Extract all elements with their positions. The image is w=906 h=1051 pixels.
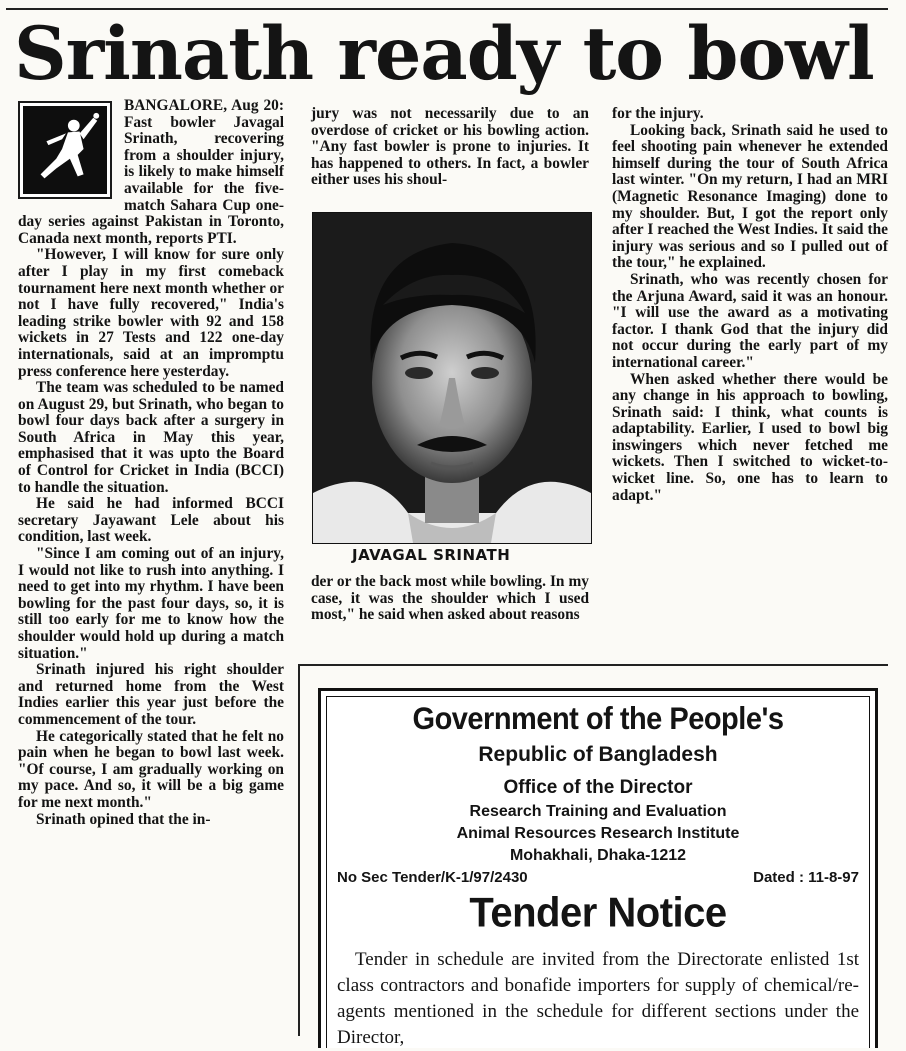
ad-divider — [298, 664, 888, 666]
ad-date: Dated : 11-8-97 — [753, 869, 859, 886]
article-paragraph: "Since I am coming out of an injury, I would not like to rush into anything. I need to get into my rhythm. I have been bowling for the past four days, so, it is still too early for me to know how the shoulder would hold up during a match situation." — [18, 545, 284, 662]
ad-divider — [298, 664, 300, 1036]
ad-office-line: Office of the Director — [503, 777, 693, 798]
ad-department-line: Research Training and Evaluation — [469, 803, 727, 820]
ad-reference-number: No Sec Tender/K-1/97/2430 — [337, 869, 528, 886]
ad-institute-line: Animal Resources Research Institute — [456, 825, 740, 842]
ad-body-text: Tender in schedule are invited from the Directorate enlisted 1st class contractors and bonafide importers for supply of chemical/re-agents mentioned in the schedule for different sections under the Director, — [337, 949, 859, 1048]
article-paragraph: Srinath opined that the in- — [36, 810, 211, 828]
article-paragraph: der or the back most while bowling. In my case, it was the shoulder which I used most," he said when asked about reasons — [311, 573, 589, 624]
portrait-photo — [312, 212, 592, 544]
photo-caption: JAVAGAL SRINATH — [352, 546, 511, 564]
tender-notice-ad — [318, 688, 878, 1048]
article-column-2-top — [311, 106, 589, 189]
ad-republic-line: Republic of Bangladesh — [478, 743, 718, 766]
article-paragraph: jury was not necessarily due to an overdose of cricket or his bowling action. "Any fast bowler is prone to injuries. It has happened to others. In fact, a bowler either uses his shoul- — [311, 105, 589, 189]
ad-government-line: Government of the People's — [412, 701, 784, 737]
article-column-1 — [18, 98, 284, 1028]
ad-address-line: Mohakhali, Dhaka-1212 — [509, 847, 687, 864]
article-paragraph: "However, I will know for sure only after I play in my first comeback tournament here next month whether or not I have fully recovered," India's leading strike bowler with 92 and 158 wickets in 27 Tests and 122 one-day internationals, said at an impromptu press conference here yesterday. — [18, 246, 284, 380]
article-column-2-bottom — [311, 574, 589, 624]
article-paragraph: Srinath, who was recently chosen for the Arjuna Award, said it was an honour. "I will use the award as a motivating factor. I thank God that the injury did not occur during the early part of my international career." — [612, 270, 888, 371]
headline: Srinath ready to bowl — [14, 11, 874, 97]
ad-title: Tender Notice — [469, 889, 727, 937]
article-paragraph: for the injury. — [612, 105, 704, 122]
article-paragraph: Srinath injured his right shoulder and returned home from the West Indies earlier this year just before the commencement of the tour. — [18, 661, 284, 728]
article-paragraph: He categorically stated that he felt no pain when he began to bowl last week. "Of course, I am gradually working on my pace. And so, it will be a big game for me next month." — [18, 727, 284, 811]
article-paragraph: When asked whether there would be any change in his approach to bowling, Srinath said: I think, what counts is adaptability. Earlier, I used to bowl big inswingers which never fetched me wickets. Then I switched to wicket-to-wicket line. So, one has to learn to adapt." — [612, 370, 888, 504]
article-paragraph: He said he had informed BCCI secretary Jayawant Lele about his condition, last week. — [18, 495, 284, 546]
article-paragraph: BANGALORE, Aug 20: Fast bowler Javagal Srinath, recovering from a shoulder injury, is likely to make himself available for the five-match Sahara Cup one-day series against Pakistan in Toronto, Canada next month, reports PTI. — [18, 98, 284, 247]
article-paragraph: Looking back, Srinath said he used to feel shooting pain whenever he extended himself during the tour of South Africa last winter. "On my return, I had an MRI (Magnetic Resonance Imaging) done to my shoulder. But, I got the report only after I reached the West Indies. It said the injury was serious and so I pulled out of the tour," he explained. — [612, 121, 888, 272]
article-column-3 — [612, 106, 888, 504]
cricket-bowler-icon — [18, 101, 112, 199]
article-paragraph: The team was scheduled to be named on August 29, but Srinath, who began to bowl four days back after a surgery in South Africa in May this year, emphasised that it was upto the Board of Control for Cricket in India (BCCI) to handle the situation. — [18, 379, 284, 496]
